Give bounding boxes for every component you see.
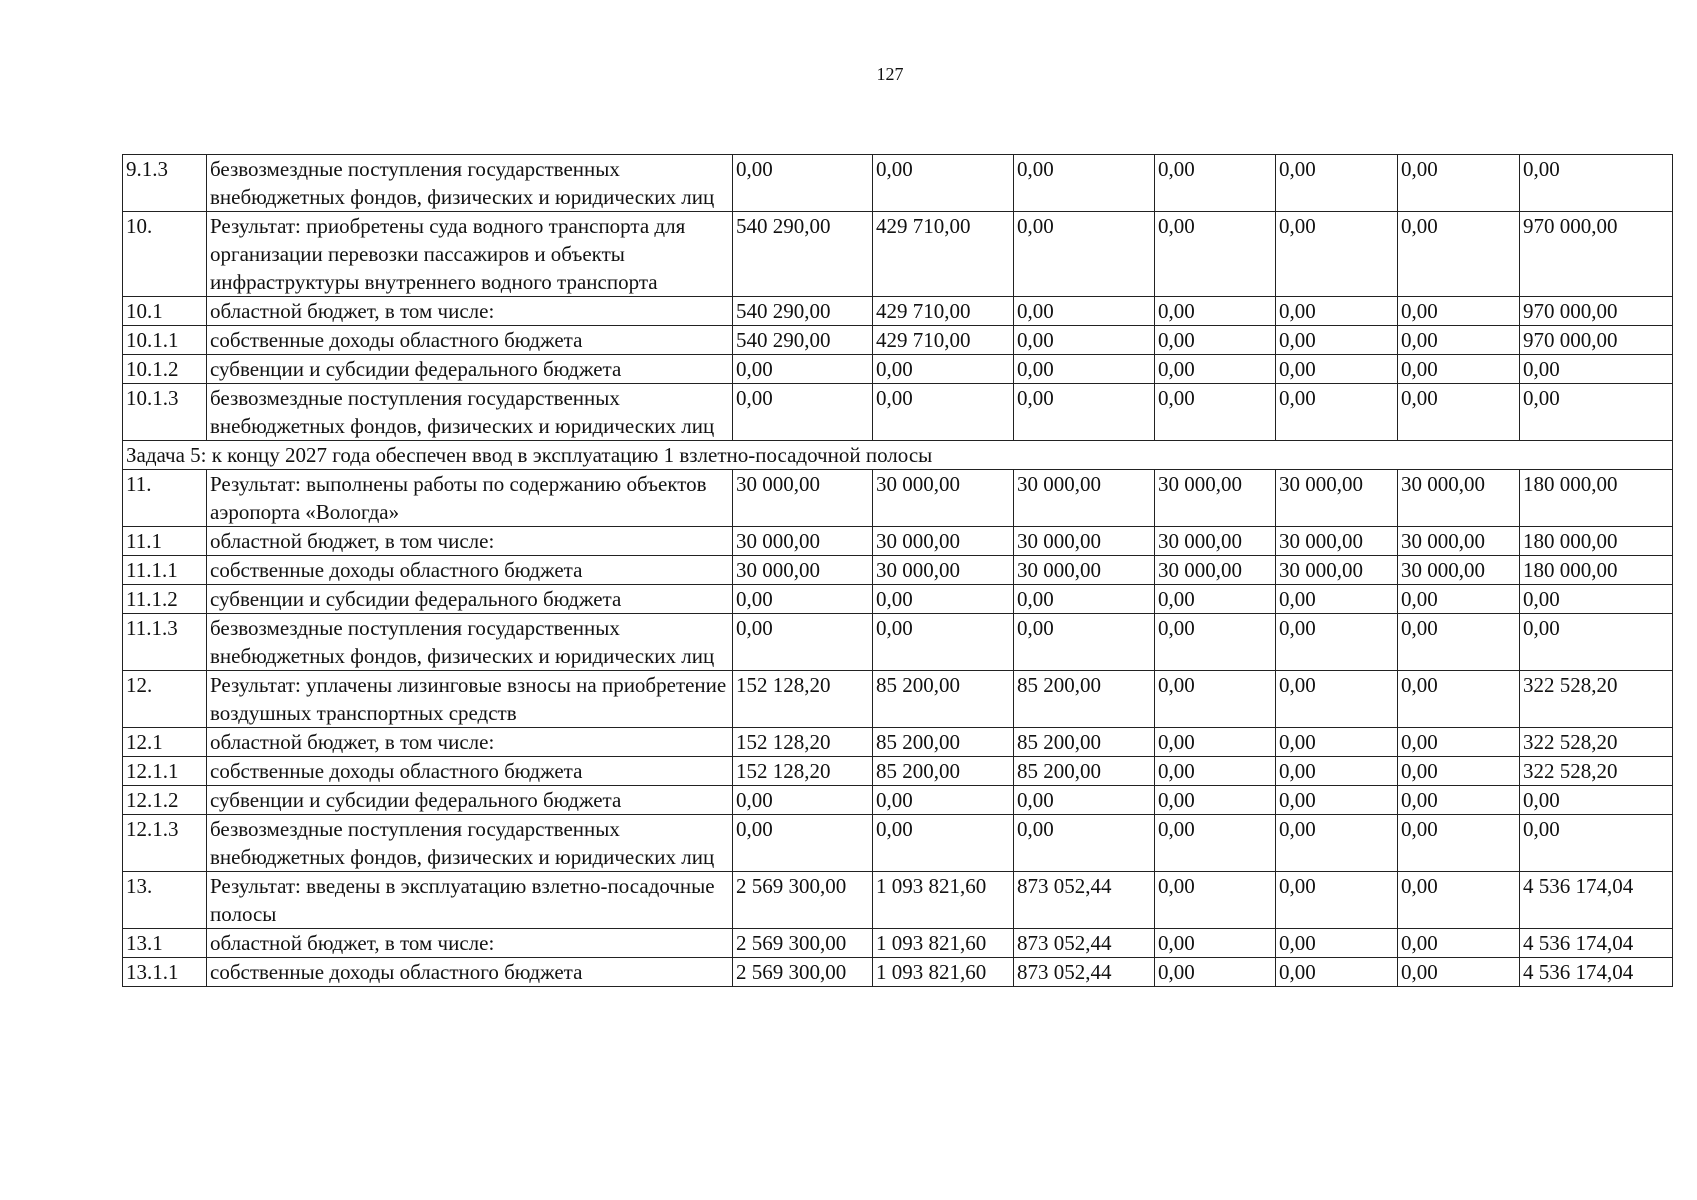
value-cell: 873 052,44 [1014, 958, 1155, 987]
row-name: Результат: выполнены работы по содержанию объектов аэропорта «Вологда» [207, 470, 733, 527]
value-cell: 0,00 [1155, 671, 1276, 728]
value-cell: 0,00 [1014, 326, 1155, 355]
value-cell: 0,00 [1520, 815, 1673, 872]
value-cell: 0,00 [1520, 384, 1673, 441]
value-cell: 30 000,00 [1276, 527, 1398, 556]
value-cell: 0,00 [1155, 384, 1276, 441]
value-cell: 30 000,00 [873, 556, 1014, 585]
value-cell: 0,00 [1398, 958, 1520, 987]
value-cell: 0,00 [1276, 297, 1398, 326]
value-cell: 180 000,00 [1520, 527, 1673, 556]
table-row [123, 355, 1673, 384]
value-cell: 0,00 [1276, 728, 1398, 757]
row-code: 11.1.3 [123, 614, 207, 671]
value-cell: 0,00 [873, 384, 1014, 441]
value-cell: 0,00 [1276, 384, 1398, 441]
value-cell: 0,00 [733, 786, 873, 815]
value-cell: 0,00 [1155, 614, 1276, 671]
value-cell: 322 528,20 [1520, 671, 1673, 728]
table-row [123, 728, 1673, 757]
value-cell: 30 000,00 [733, 556, 873, 585]
row-name: безвозмездные поступления государственных внебюджетных фондов, физических и юридических лиц [207, 815, 733, 872]
value-cell: 0,00 [1014, 155, 1155, 212]
row-name: субвенции и субсидии федерального бюджета [207, 355, 733, 384]
value-cell: 0,00 [1155, 155, 1276, 212]
table-row [123, 326, 1673, 355]
value-cell: 0,00 [1276, 155, 1398, 212]
value-cell: 0,00 [873, 155, 1014, 212]
row-name: областной бюджет, в том числе: [207, 527, 733, 556]
row-code: 11.1.2 [123, 585, 207, 614]
value-cell: 322 528,20 [1520, 757, 1673, 786]
value-cell: 0,00 [1398, 757, 1520, 786]
value-cell: 540 290,00 [733, 212, 873, 297]
value-cell: 85 200,00 [1014, 757, 1155, 786]
value-cell: 0,00 [1155, 355, 1276, 384]
value-cell: 0,00 [1014, 384, 1155, 441]
value-cell: 0,00 [733, 155, 873, 212]
value-cell: 4 536 174,04 [1520, 929, 1673, 958]
value-cell: 152 128,20 [733, 728, 873, 757]
value-cell: 0,00 [1014, 614, 1155, 671]
value-cell: 30 000,00 [1155, 556, 1276, 585]
value-cell: 85 200,00 [1014, 671, 1155, 728]
row-code: 12.1 [123, 728, 207, 757]
table-row [123, 155, 1673, 212]
value-cell: 0,00 [1276, 614, 1398, 671]
value-cell: 30 000,00 [1398, 527, 1520, 556]
value-cell: 30 000,00 [873, 527, 1014, 556]
value-cell: 0,00 [1520, 355, 1673, 384]
value-cell: 0,00 [1398, 815, 1520, 872]
value-cell: 970 000,00 [1520, 212, 1673, 297]
row-code: 10. [123, 212, 207, 297]
value-cell: 0,00 [1155, 757, 1276, 786]
row-name: собственные доходы областного бюджета [207, 958, 733, 987]
value-cell: 0,00 [873, 786, 1014, 815]
value-cell: 4 536 174,04 [1520, 958, 1673, 987]
row-code: 10.1 [123, 297, 207, 326]
row-name: безвозмездные поступления государственных внебюджетных фондов, физических и юридических лиц [207, 384, 733, 441]
value-cell: 0,00 [1398, 671, 1520, 728]
row-code: 10.1.2 [123, 355, 207, 384]
value-cell: 0,00 [1398, 155, 1520, 212]
value-cell: 540 290,00 [733, 326, 873, 355]
value-cell: 30 000,00 [733, 470, 873, 527]
value-cell: 0,00 [1398, 786, 1520, 815]
table-row [123, 614, 1673, 671]
value-cell: 0,00 [1014, 297, 1155, 326]
value-cell: 30 000,00 [1398, 470, 1520, 527]
value-cell: 429 710,00 [873, 326, 1014, 355]
value-cell: 970 000,00 [1520, 297, 1673, 326]
row-name: собственные доходы областного бюджета [207, 556, 733, 585]
row-name: областной бюджет, в том числе: [207, 728, 733, 757]
value-cell: 0,00 [1155, 815, 1276, 872]
value-cell: 0,00 [1398, 872, 1520, 929]
table-row [123, 786, 1673, 815]
budget-table-body [123, 155, 1673, 987]
budget-table [122, 154, 1673, 987]
value-cell: 85 200,00 [873, 757, 1014, 786]
row-name: областной бюджет, в том числе: [207, 929, 733, 958]
value-cell: 1 093 821,60 [873, 958, 1014, 987]
table-row [123, 815, 1673, 872]
value-cell: 0,00 [1276, 815, 1398, 872]
value-cell: 0,00 [1398, 297, 1520, 326]
value-cell: 2 569 300,00 [733, 958, 873, 987]
value-cell: 152 128,20 [733, 671, 873, 728]
table-row [123, 470, 1673, 527]
value-cell: 30 000,00 [873, 470, 1014, 527]
value-cell: 0,00 [1155, 872, 1276, 929]
value-cell: 0,00 [1398, 585, 1520, 614]
value-cell: 0,00 [1155, 786, 1276, 815]
task-heading-row [123, 441, 1673, 470]
value-cell: 180 000,00 [1520, 470, 1673, 527]
value-cell: 30 000,00 [1398, 556, 1520, 585]
row-code: 12.1.1 [123, 757, 207, 786]
value-cell: 970 000,00 [1520, 326, 1673, 355]
value-cell: 0,00 [1276, 872, 1398, 929]
value-cell: 30 000,00 [1155, 527, 1276, 556]
table-row [123, 585, 1673, 614]
value-cell: 2 569 300,00 [733, 872, 873, 929]
value-cell: 0,00 [1155, 585, 1276, 614]
table-row [123, 297, 1673, 326]
value-cell: 0,00 [1398, 728, 1520, 757]
value-cell: 0,00 [1398, 614, 1520, 671]
value-cell: 0,00 [873, 585, 1014, 614]
value-cell: 4 536 174,04 [1520, 872, 1673, 929]
row-name: областной бюджет, в том числе: [207, 297, 733, 326]
value-cell: 0,00 [1276, 786, 1398, 815]
value-cell: 1 093 821,60 [873, 929, 1014, 958]
value-cell: 0,00 [1520, 614, 1673, 671]
value-cell: 30 000,00 [733, 527, 873, 556]
value-cell: 0,00 [873, 614, 1014, 671]
value-cell: 0,00 [1276, 671, 1398, 728]
value-cell: 0,00 [1276, 958, 1398, 987]
value-cell: 85 200,00 [1014, 728, 1155, 757]
table-row [123, 384, 1673, 441]
row-code: 13.1.1 [123, 958, 207, 987]
value-cell: 429 710,00 [873, 297, 1014, 326]
row-name: Результат: уплачены лизинговые взносы на приобретение воздушных транспортных средств [207, 671, 733, 728]
table-row [123, 527, 1673, 556]
value-cell: 30 000,00 [1014, 527, 1155, 556]
value-cell: 0,00 [1276, 757, 1398, 786]
value-cell: 1 093 821,60 [873, 872, 1014, 929]
value-cell: 30 000,00 [1155, 470, 1276, 527]
task-heading: Задача 5: к концу 2027 года обеспечен ввод в эксплуатацию 1 взлетно-посадочной полосы [123, 441, 1673, 470]
value-cell: 0,00 [1014, 786, 1155, 815]
value-cell: 85 200,00 [873, 728, 1014, 757]
value-cell: 0,00 [1276, 355, 1398, 384]
value-cell: 180 000,00 [1520, 556, 1673, 585]
value-cell: 0,00 [1014, 815, 1155, 872]
row-code: 12.1.3 [123, 815, 207, 872]
value-cell: 0,00 [873, 355, 1014, 384]
row-code: 13.1 [123, 929, 207, 958]
row-code: 12. [123, 671, 207, 728]
row-code: 11.1 [123, 527, 207, 556]
row-code: 11. [123, 470, 207, 527]
page-number: 127 [876, 64, 904, 84]
value-cell: 0,00 [1014, 585, 1155, 614]
value-cell: 2 569 300,00 [733, 929, 873, 958]
table-row [123, 872, 1673, 929]
value-cell: 322 528,20 [1520, 728, 1673, 757]
value-cell: 0,00 [733, 614, 873, 671]
value-cell: 0,00 [1155, 212, 1276, 297]
value-cell: 152 128,20 [733, 757, 873, 786]
row-name: безвозмездные поступления государственных внебюджетных фондов, физических и юридических лиц [207, 155, 733, 212]
row-name: субвенции и субсидии федерального бюджета [207, 786, 733, 815]
table-row [123, 757, 1673, 786]
value-cell: 0,00 [1155, 929, 1276, 958]
row-name: собственные доходы областного бюджета [207, 326, 733, 355]
table-row [123, 212, 1673, 297]
value-cell: 0,00 [1398, 384, 1520, 441]
row-code: 10.1.1 [123, 326, 207, 355]
value-cell: 30 000,00 [1014, 470, 1155, 527]
value-cell: 0,00 [1155, 297, 1276, 326]
row-name: Результат: введены в эксплуатацию взлетно-посадочные полосы [207, 872, 733, 929]
value-cell: 0,00 [1014, 355, 1155, 384]
value-cell: 0,00 [1276, 326, 1398, 355]
row-code: 10.1.3 [123, 384, 207, 441]
value-cell: 0,00 [733, 384, 873, 441]
value-cell: 30 000,00 [1276, 470, 1398, 527]
value-cell: 30 000,00 [1276, 556, 1398, 585]
table-row [123, 958, 1673, 987]
value-cell: 0,00 [873, 815, 1014, 872]
value-cell: 0,00 [733, 585, 873, 614]
value-cell: 0,00 [1155, 326, 1276, 355]
value-cell: 0,00 [1276, 212, 1398, 297]
table-row [123, 556, 1673, 585]
row-name: Результат: приобретены суда водного транспорта для организации перевозки пассажиров и объекты инфраструктуры внутреннего водного транспорта [207, 212, 733, 297]
value-cell: 429 710,00 [873, 212, 1014, 297]
value-cell: 30 000,00 [1014, 556, 1155, 585]
value-cell: 0,00 [733, 815, 873, 872]
value-cell: 0,00 [1398, 326, 1520, 355]
value-cell: 0,00 [1155, 958, 1276, 987]
value-cell: 0,00 [1014, 212, 1155, 297]
row-name: безвозмездные поступления государственных внебюджетных фондов, физических и юридических лиц [207, 614, 733, 671]
value-cell: 0,00 [1276, 929, 1398, 958]
value-cell: 0,00 [1276, 585, 1398, 614]
value-cell: 0,00 [1520, 585, 1673, 614]
row-name: субвенции и субсидии федерального бюджета [207, 585, 733, 614]
table-row [123, 671, 1673, 728]
value-cell: 0,00 [1398, 212, 1520, 297]
value-cell: 0,00 [1398, 929, 1520, 958]
value-cell: 0,00 [1155, 728, 1276, 757]
value-cell: 0,00 [733, 355, 873, 384]
value-cell: 0,00 [1520, 155, 1673, 212]
value-cell: 85 200,00 [873, 671, 1014, 728]
value-cell: 0,00 [1398, 355, 1520, 384]
row-code: 11.1.1 [123, 556, 207, 585]
value-cell: 873 052,44 [1014, 929, 1155, 958]
value-cell: 540 290,00 [733, 297, 873, 326]
row-code: 13. [123, 872, 207, 929]
row-code: 9.1.3 [123, 155, 207, 212]
row-code: 12.1.2 [123, 786, 207, 815]
value-cell: 873 052,44 [1014, 872, 1155, 929]
row-name: собственные доходы областного бюджета [207, 757, 733, 786]
table-row [123, 929, 1673, 958]
value-cell: 0,00 [1520, 786, 1673, 815]
